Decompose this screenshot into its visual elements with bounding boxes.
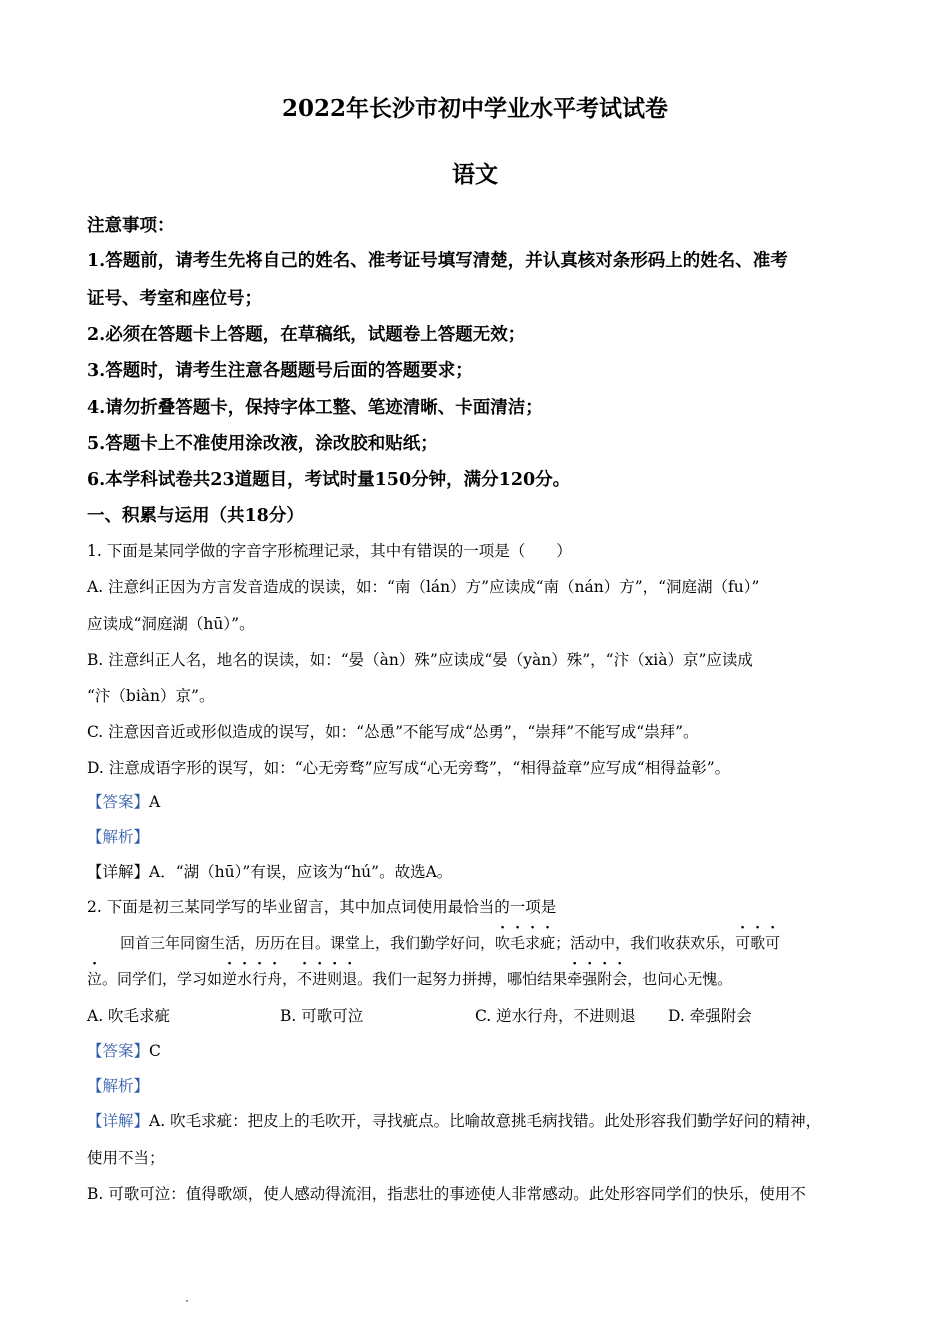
detail-text: A. 吹毛求疵：把皮上的毛吹开，寻找疵点。比喻故意挑毛病找错。此处形容我们勤学好问的精神， <box>149 1112 822 1130</box>
q1-option-d: D. 注意成语字形的误写，如：“心无旁骛”应写成“心无旁骛”，“相得益章”应写成“相得益彰”。 <box>87 759 731 777</box>
notice-item: 4.请勿折叠答题卡，保持字体工整、笔迹清晰、卡面清洁； <box>87 398 543 418</box>
dotted-char: 吹 <box>495 934 511 952</box>
dotted-word <box>735 934 780 952</box>
q2-passage-line2 <box>87 968 732 989</box>
q2-option-a: A. 吹毛求疵 <box>87 1007 171 1025</box>
dotted-char: 会 <box>612 970 628 988</box>
dotted-char: 舟 <box>267 970 283 988</box>
section-heading: 一、积累与运用（共18分） <box>87 506 304 526</box>
dotted-word <box>222 970 357 988</box>
passage-text: 。我们一起努力拼搏，哪怕结果 <box>357 970 568 988</box>
q2-option-c: C. 逆水行舟，不进则退 <box>475 1007 636 1025</box>
answer-tag: 【答案】 <box>87 1042 150 1060</box>
dotted-char: 不 <box>297 970 313 988</box>
passage-text: ；活动中，我们收获欢乐， <box>555 934 736 952</box>
q2-stem: 2. 下面是初三某同学写的毕业留言，其中加点词使用最恰当的一项是 <box>87 898 557 916</box>
q1-detail-row <box>87 860 452 882</box>
answer-value: A <box>149 793 161 811</box>
dotted-char: 水 <box>237 970 253 988</box>
analysis-tag: 【解析】 <box>87 828 150 846</box>
detail-tag: 【详解】 <box>87 1112 150 1130</box>
dotted-char: 进 <box>312 970 328 988</box>
q1-option-a: A. 注意纠正因为方言发音造成的误读，如：“南（lán）方”应读成“南（nán）方”，“洞庭湖（fu）” <box>87 578 760 596</box>
notice-item: 2.必须在答题卡上答题，在草稿纸，试题卷上答题无效； <box>87 325 526 345</box>
detail-text: A．“湖（hū）”有误，应该为“hú”。故选A。 <box>149 863 453 881</box>
dotted-char: 牵 <box>567 970 583 988</box>
dotted-char: 泣 <box>87 970 103 988</box>
dotted-char: ， <box>282 970 298 988</box>
exam-title: 2022年长沙市初中学业水平考试试卷 <box>281 95 668 122</box>
dotted-word <box>567 970 627 988</box>
detail-tag: 【详解】 <box>87 863 150 881</box>
page-mark <box>186 1300 188 1302</box>
dotted-char: 可 <box>765 934 781 952</box>
notice-item: 3.答题时，请考生注意各题题号后面的答题要求； <box>87 361 473 381</box>
q2-answer-row <box>87 1039 161 1061</box>
answer-tag: 【答案】 <box>87 793 150 811</box>
q1-option-a-cont: 应读成“洞庭湖（hū）”。 <box>87 615 255 633</box>
q2-option-d: D. 牵强附会 <box>668 1007 752 1025</box>
dotted-char: 歌 <box>750 934 766 952</box>
dotted-char: 退 <box>342 970 358 988</box>
q2-option-b: B. 可歌可泣 <box>280 1007 364 1025</box>
dotted-char: 可 <box>735 934 751 952</box>
dotted-char: 则 <box>327 970 343 988</box>
q1-answer-row <box>87 790 160 812</box>
passage-text: 回首三年同窗生活，历历在目。课堂上，我们勤学好问， <box>120 934 496 952</box>
q2-passage-line1 <box>120 932 780 953</box>
dotted-char: 强 <box>582 970 598 988</box>
q1-option-b: B. 注意纠正人名，地名的误读，如：“晏（àn）殊”应读成“晏（yàn）殊”，“汴（xià）京”应读成 <box>87 651 753 669</box>
notice-item: 5.答题卡上不准使用涂改液，涂改胶和贴纸； <box>87 434 438 454</box>
passage-text: ，也问心无愧。 <box>627 970 733 988</box>
analysis-tag: 【解析】 <box>87 1077 150 1095</box>
dotted-char: 附 <box>597 970 613 988</box>
notice-item: 6.本学科试卷共23道题目，考试时量150分钟，满分120分。 <box>87 470 571 490</box>
q1-option-b-cont: “汴（biàn）京”。 <box>87 687 215 705</box>
q2-detail-b: B. 可歌可泣：值得歌颂，使人感动得流泪，指悲壮的事迹使人非常感动。此处形容同学们的快乐，使用不 <box>87 1185 806 1203</box>
dotted-char: 求 <box>525 934 541 952</box>
q1-option-c: C. 注意因音近或形似造成的误写，如：“怂恿”不能写成“怂勇”，“崇拜”不能写成“祟拜”。 <box>87 723 699 741</box>
q1-stem: 1. 下面是某同学做的字音字形梳理记录，其中有错误的一项是（ ） <box>87 542 572 560</box>
notice-item: 证号、考室和座位号； <box>87 289 262 309</box>
dotted-char: 毛 <box>510 934 526 952</box>
notice-heading: 注意事项： <box>87 216 175 236</box>
subject-title: 语文 <box>452 161 498 188</box>
answer-value: C <box>149 1042 161 1060</box>
dotted-char: 行 <box>252 970 268 988</box>
dotted-word <box>87 970 102 988</box>
passage-text: 。同学们，学习如 <box>102 970 223 988</box>
notice-item: 1.答题前，请考生先将自己的姓名、准考证号填写清楚，并认真核对条形码上的姓名、准考 <box>87 251 788 271</box>
dotted-char: 疵 <box>540 934 556 952</box>
q2-detail-row <box>87 1109 821 1131</box>
dotted-word <box>495 934 555 952</box>
q2-detail-cont: 使用不当； <box>87 1149 165 1167</box>
dotted-char: 逆 <box>222 970 238 988</box>
